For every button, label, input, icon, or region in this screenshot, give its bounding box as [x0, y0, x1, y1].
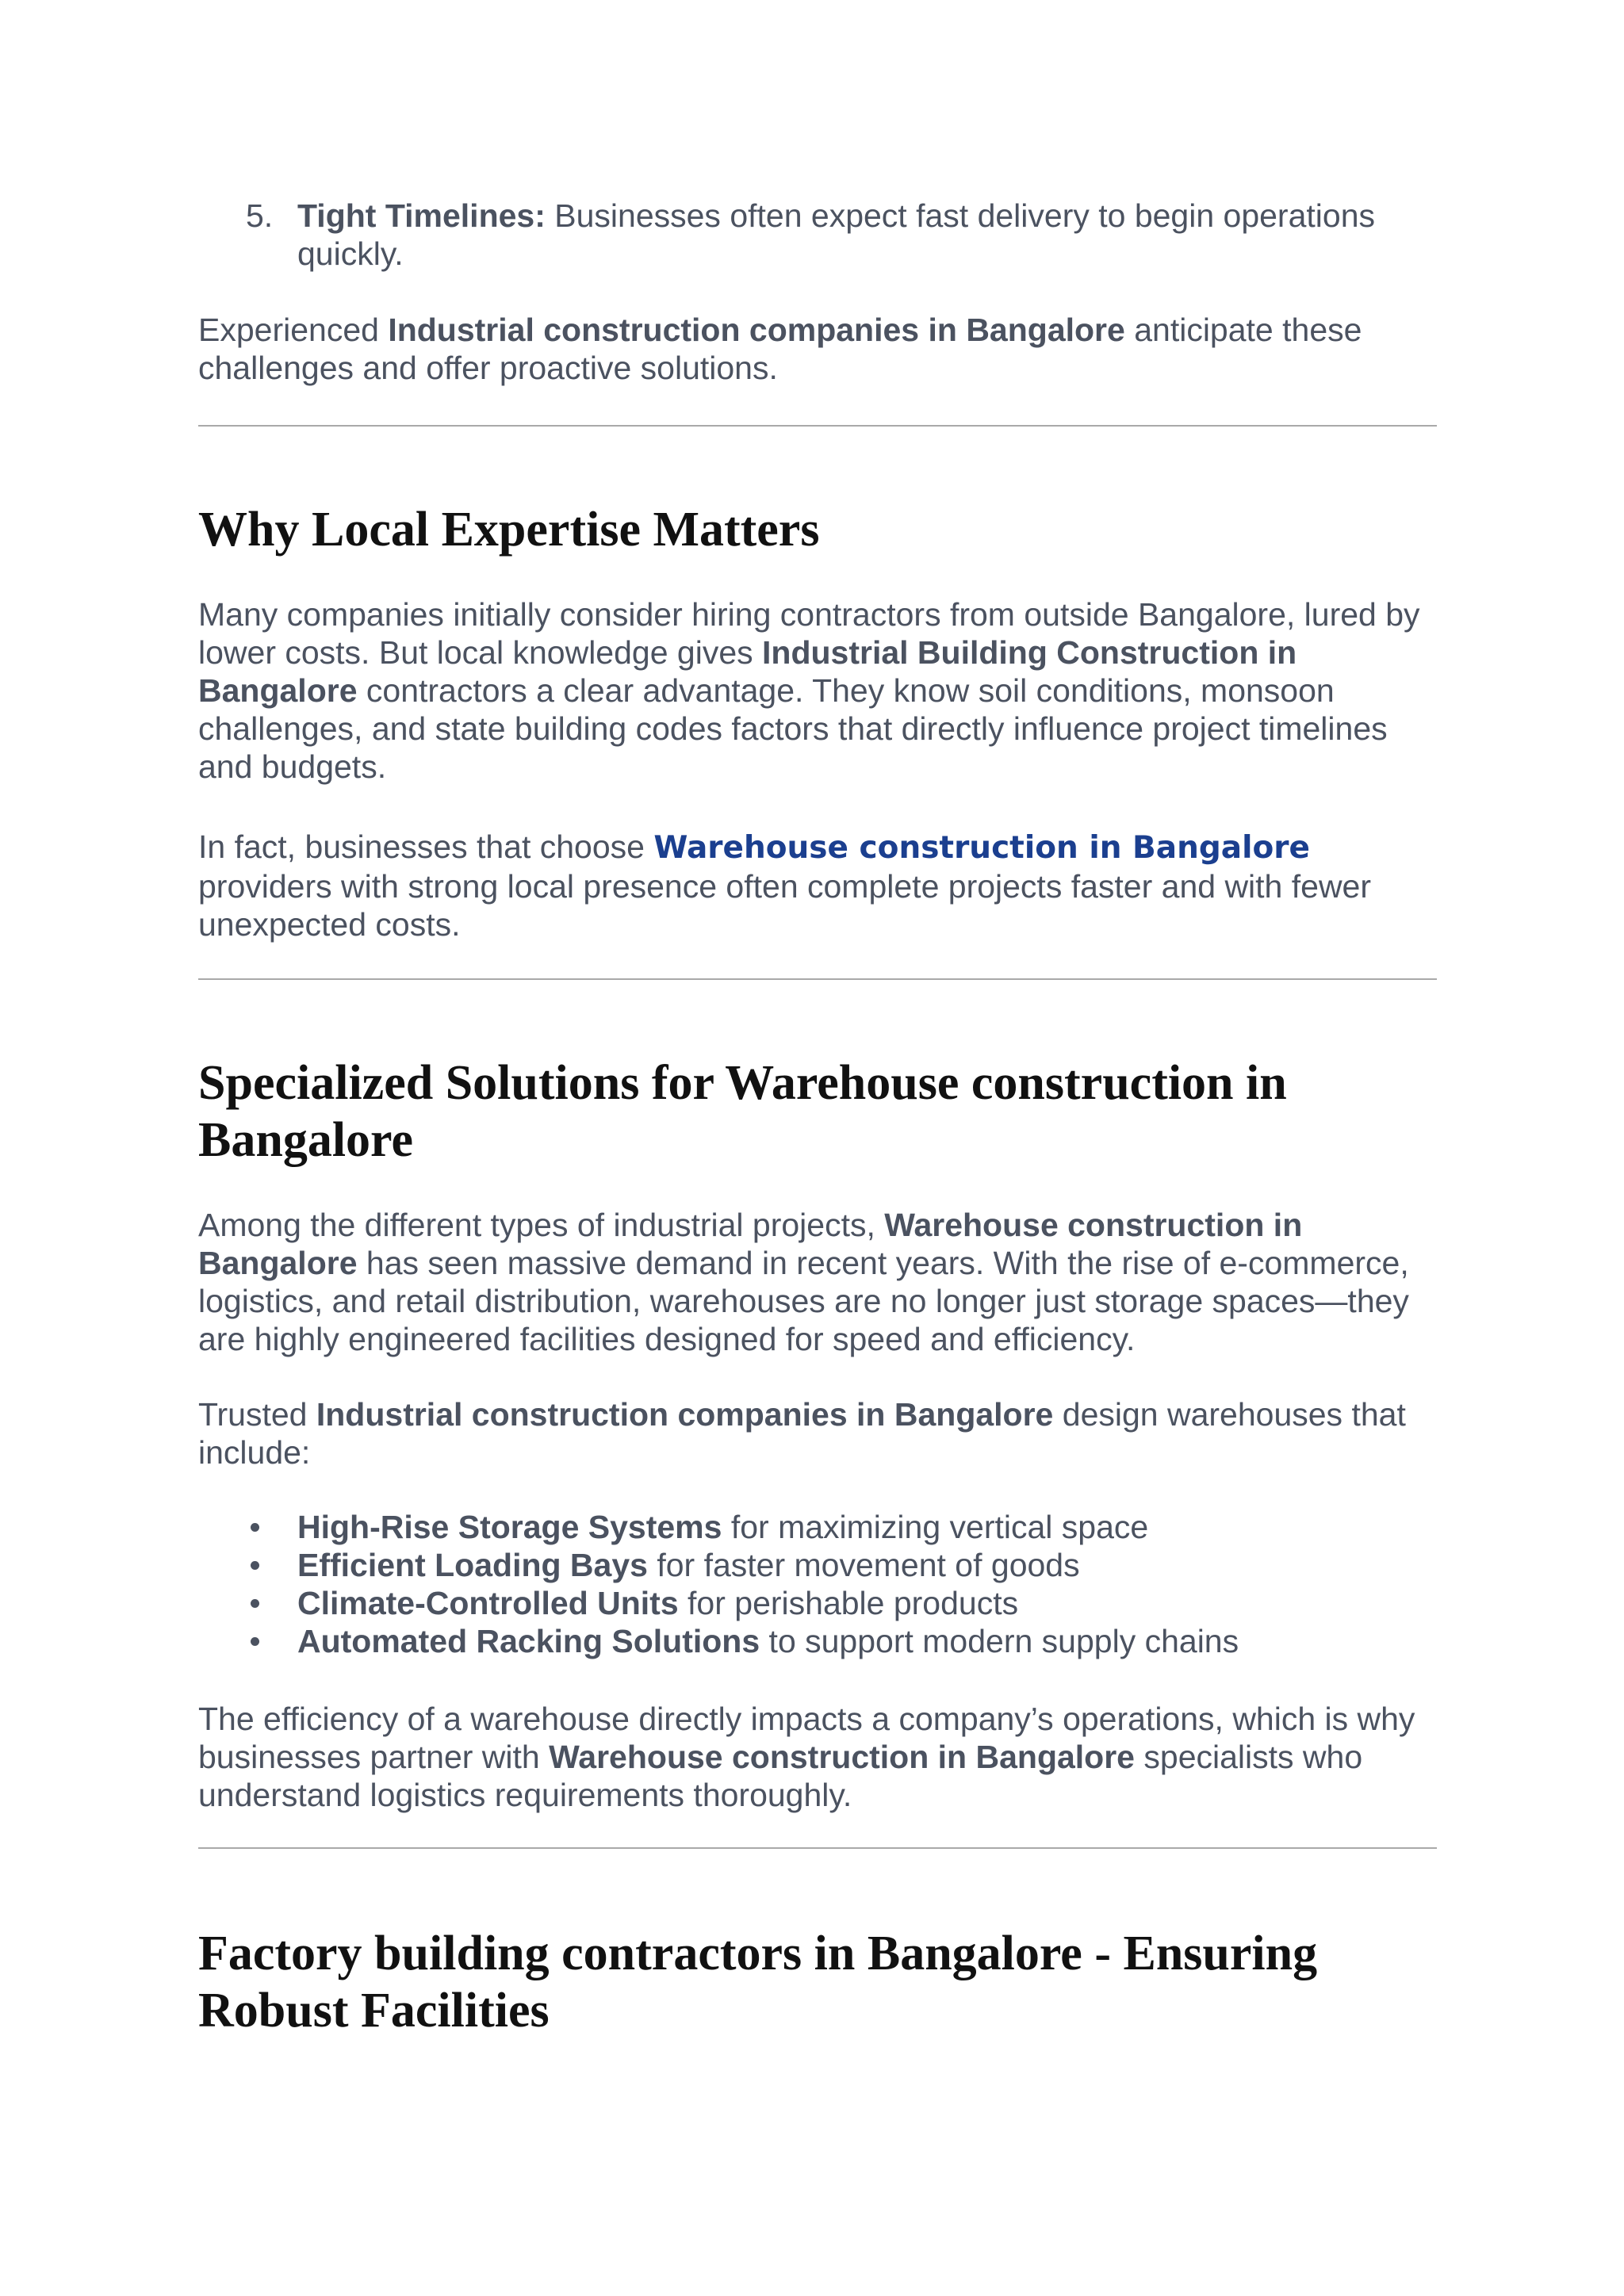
bold-run: Industrial construction companies in Bangalore: [316, 1396, 1054, 1433]
warehouse-paragraph-3: [198, 1700, 1437, 1814]
text-run: design warehouses that include:: [198, 1396, 1406, 1471]
bold-run: Efficient Loading Bays: [297, 1547, 648, 1583]
list-item-text: Businesses often expect fast delivery to begin operations quickly.: [297, 197, 1375, 272]
text-run: for faster movement of goods: [647, 1547, 1080, 1583]
bullet-icon: [251, 1637, 259, 1646]
text-run: has seen massive demand in recent years. With the rise of e-commerce, logistics, and retail distribution, warehouses are no longer just storage spaces—they are highly engineered facilities designed for speed and efficiency.: [198, 1245, 1409, 1357]
text-run: for perishable products: [678, 1585, 1019, 1621]
local-paragraph-2: [198, 828, 1437, 943]
text-run: Many companies initially consider hiring contractors from outside Bangalore, lured by lower costs. But local knowledge gives: [198, 596, 1420, 671]
bold-run: Industrial construction companies in Bangalore: [388, 312, 1125, 348]
bold-run: Climate-Controlled Units: [297, 1585, 679, 1621]
text-run: to support modern supply chains: [760, 1623, 1239, 1659]
text-run: In fact, businesses that choose: [198, 828, 654, 865]
text-run: Experienced: [198, 312, 389, 348]
warehouse-paragraph-1: [198, 1206, 1437, 1358]
list-item-bold: Tight Timelines:: [297, 197, 546, 234]
local-paragraph-1: [198, 595, 1437, 786]
list-item: [198, 1508, 1437, 1546]
intro-paragraph: [198, 311, 1437, 387]
horizontal-divider: [198, 425, 1437, 427]
warehouse-construction-link[interactable]: Warehouse construction in Bangalore: [653, 830, 1310, 866]
bullet-icon: [251, 1599, 259, 1608]
section-heading-warehouse: Specialized Solutions for Warehouse construction in Bangalore: [198, 1056, 1287, 1167]
list-item-number: 5.: [246, 197, 274, 234]
list-item: [198, 197, 1437, 273]
bullet-list: [198, 1508, 1437, 1660]
text-run: providers with strong local presence often complete projects faster and with fewer unexpected costs.: [198, 868, 1372, 943]
text-run: anticipate these challenges and offer proactive solutions.: [198, 312, 1362, 386]
list-item: [198, 1584, 1437, 1622]
text-run: contractors a clear advantage. They know soil conditions, monsoon challenges, and state building codes factors that directly influence project timelines and budgets.: [198, 672, 1388, 785]
text-run: for maximizing vertical space: [722, 1509, 1149, 1545]
bold-run: High-Rise Storage Systems: [297, 1509, 722, 1545]
section-heading-local: Why Local Expertise Matters: [198, 503, 820, 557]
bold-run: Warehouse construction in Bangalore: [198, 1207, 1303, 1281]
bold-run: Industrial Building Construction in Bangalore: [198, 634, 1297, 709]
horizontal-divider: [198, 1847, 1437, 1849]
horizontal-divider: [198, 978, 1437, 980]
text-run: Trusted: [198, 1396, 316, 1433]
bold-run: Warehouse construction in Bangalore: [549, 1739, 1135, 1775]
bold-run: Automated Racking Solutions: [297, 1623, 760, 1659]
list-item: [198, 1546, 1437, 1584]
text-run: Among the different types of industrial projects,: [198, 1207, 885, 1243]
section-heading-factory: Factory building contractors in Bangalore - Ensuring Robust Facilities: [198, 1927, 1318, 2038]
warehouse-paragraph-2: [198, 1395, 1437, 1471]
text-run: specialists who understand logistics requirements thoroughly.: [198, 1739, 1363, 1813]
text-run: The efficiency of a warehouse directly impacts a company’s operations, which is why businesses partner with: [198, 1701, 1415, 1775]
ordered-list: [198, 197, 1437, 273]
bullet-icon: [251, 1561, 259, 1570]
list-item: [198, 1622, 1437, 1660]
bullet-icon: [251, 1523, 259, 1532]
